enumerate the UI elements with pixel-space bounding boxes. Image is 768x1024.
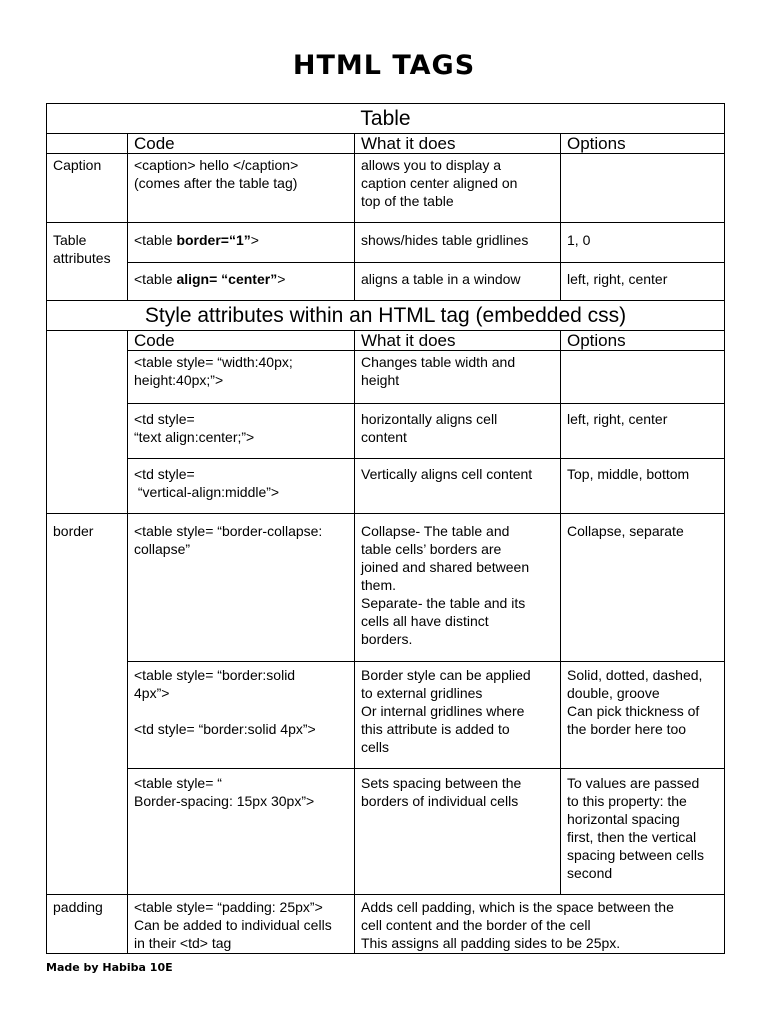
code-line: <td style= — [134, 411, 195, 427]
code-line: <table style= “padding: 25px”> — [134, 899, 323, 915]
code-line: <caption> hello </caption> — [134, 157, 299, 173]
description-cell — [355, 351, 561, 404]
description-cell: shows/hides table gridlines — [355, 223, 561, 263]
options-line: double, groove — [567, 685, 660, 701]
code-cell — [128, 404, 355, 459]
column-header-code: Code — [128, 331, 355, 351]
description-cell: aligns a table in a window — [355, 263, 561, 301]
code-line: height:40px;”> — [134, 372, 224, 388]
options-line: Can pick thickness of — [567, 703, 700, 719]
code-line: “text align:center;”> — [134, 429, 255, 445]
code-cell — [128, 223, 355, 263]
code-cell — [128, 459, 355, 514]
description-line: cells — [361, 739, 390, 755]
row-label-table-attributes — [47, 223, 128, 301]
description-cell — [355, 404, 561, 459]
code-prefix: <table — [134, 271, 177, 287]
options-line: To values are passed — [567, 775, 700, 791]
description-cell — [355, 769, 561, 895]
table-row-width-height — [47, 351, 725, 404]
description-line: top of the table — [361, 193, 454, 209]
description-line: borders. — [361, 631, 413, 647]
column-header-blank — [47, 331, 128, 351]
column-header-what-it-does: What it does — [355, 331, 561, 351]
table-row-border-style — [47, 662, 725, 769]
code-prefix: <table — [134, 232, 177, 248]
description-line: borders of individual cells — [361, 793, 519, 809]
column-header-code: Code — [128, 134, 355, 154]
table-row-caption — [47, 154, 725, 223]
description-line: This assigns all padding sides to be 25px. — [361, 935, 621, 951]
options-line: second — [567, 865, 613, 881]
description-cell — [355, 514, 561, 662]
description-line: Collapse- The table and — [361, 523, 510, 539]
description-line: content — [361, 429, 407, 445]
row-label-blank — [47, 459, 128, 514]
description-line: caption center aligned on — [361, 175, 518, 191]
options-cell: Top, middle, bottom — [561, 459, 725, 514]
column-header-what-it-does: What it does — [355, 134, 561, 154]
footer-credit: Made by Habiba 10E — [46, 961, 173, 974]
code-cell — [128, 351, 355, 404]
code-cell — [128, 662, 355, 769]
column-header-options: Options — [561, 134, 725, 154]
options-cell — [561, 769, 725, 895]
description-line: table cells’ borders are — [361, 541, 502, 557]
options-line: first, then the vertical — [567, 829, 697, 845]
code-cell — [128, 154, 355, 223]
description-line: to external gridlines — [361, 685, 483, 701]
description-line: Sets spacing between the — [361, 775, 522, 791]
row-label-line: Table — [53, 232, 87, 248]
section-heading-table: Table — [47, 104, 725, 134]
page-title: HTML TAGS — [292, 50, 476, 81]
description-cell — [355, 154, 561, 223]
table-row-align-attribute — [47, 263, 725, 301]
description-cell — [355, 895, 725, 954]
description-line: allows you to display a — [361, 157, 502, 173]
options-cell: Collapse, separate — [561, 514, 725, 662]
table-row-border-collapse — [47, 514, 725, 662]
description-line: Or internal gridlines where — [361, 703, 525, 719]
code-line: in their <td> tag — [134, 935, 232, 951]
options-line: horizontal spacing — [567, 811, 680, 827]
options-line: spacing between cells — [567, 847, 704, 863]
code-bold: border=“1” — [176, 232, 251, 248]
options-line: Solid, dotted, dashed, — [567, 667, 703, 683]
code-bold: align= “center” — [176, 271, 278, 287]
code-line: collapse” — [134, 541, 191, 557]
row-label-blank — [47, 404, 128, 459]
description-cell: Vertically aligns cell content — [355, 459, 561, 514]
code-suffix: > — [277, 271, 286, 287]
row-label-line: attributes — [53, 250, 111, 266]
options-line: to this property: the — [567, 793, 687, 809]
column-header-options: Options — [561, 331, 725, 351]
code-suffix: > — [250, 232, 259, 248]
code-line: Border-spacing: 15px 30px”> — [134, 793, 315, 809]
description-line: Adds cell padding, which is the space between the — [361, 899, 674, 915]
row-label-blank — [47, 351, 128, 404]
description-line: Separate- the table and its — [361, 595, 526, 611]
code-cell — [128, 263, 355, 301]
code-line: <table style= “border:solid — [134, 667, 296, 683]
code-line: <td style= “border:solid 4px”> — [134, 721, 316, 737]
row-label-border: border — [47, 514, 128, 895]
table-row-border-attribute — [47, 223, 725, 263]
table-row-padding — [47, 895, 725, 954]
description-line: joined and shared between — [361, 559, 530, 575]
row-label-padding: padding — [47, 895, 128, 954]
code-line: “vertical-align:middle”> — [134, 484, 280, 500]
options-cell — [561, 154, 725, 223]
options-cell: left, right, center — [561, 404, 725, 459]
table-row-vertical-align — [47, 459, 725, 514]
code-cell — [128, 895, 355, 954]
table-row-border-spacing — [47, 769, 725, 895]
options-cell: 1, 0 — [561, 223, 725, 263]
row-label-caption: Caption — [47, 154, 128, 223]
description-line: this attribute is added to — [361, 721, 510, 737]
code-line: <table style= “border-collapse: — [134, 523, 323, 539]
code-line: <td style= — [134, 466, 195, 482]
options-cell: left, right, center — [561, 263, 725, 301]
code-cell — [128, 514, 355, 662]
code-line: 4px”> — [134, 685, 170, 701]
html-tags-table — [46, 103, 725, 954]
description-line: height — [361, 372, 400, 388]
table-row-text-align — [47, 404, 725, 459]
spacer — [134, 702, 348, 720]
options-cell — [561, 662, 725, 769]
options-cell — [561, 351, 725, 404]
description-cell — [355, 662, 561, 769]
code-line: <table style= “width:40px; — [134, 354, 293, 370]
code-line: <table style= “ — [134, 775, 222, 791]
description-line: Border style can be applied — [361, 667, 531, 683]
column-header-blank — [47, 134, 128, 154]
description-line: cells all have distinct — [361, 613, 489, 629]
description-line: horizontally aligns cell — [361, 411, 498, 427]
column-header-row — [47, 331, 725, 351]
description-line: them. — [361, 577, 397, 593]
code-line: Can be added to individual cells — [134, 917, 332, 933]
column-header-row — [47, 134, 725, 154]
code-line: (comes after the table tag) — [134, 175, 298, 191]
section-heading-style-attributes: Style attributes within an HTML tag (embedded css) — [47, 301, 725, 331]
description-line: cell content and the border of the cell — [361, 917, 591, 933]
options-line: the border here too — [567, 721, 687, 737]
description-line: Changes table width and — [361, 354, 516, 370]
code-cell — [128, 769, 355, 895]
